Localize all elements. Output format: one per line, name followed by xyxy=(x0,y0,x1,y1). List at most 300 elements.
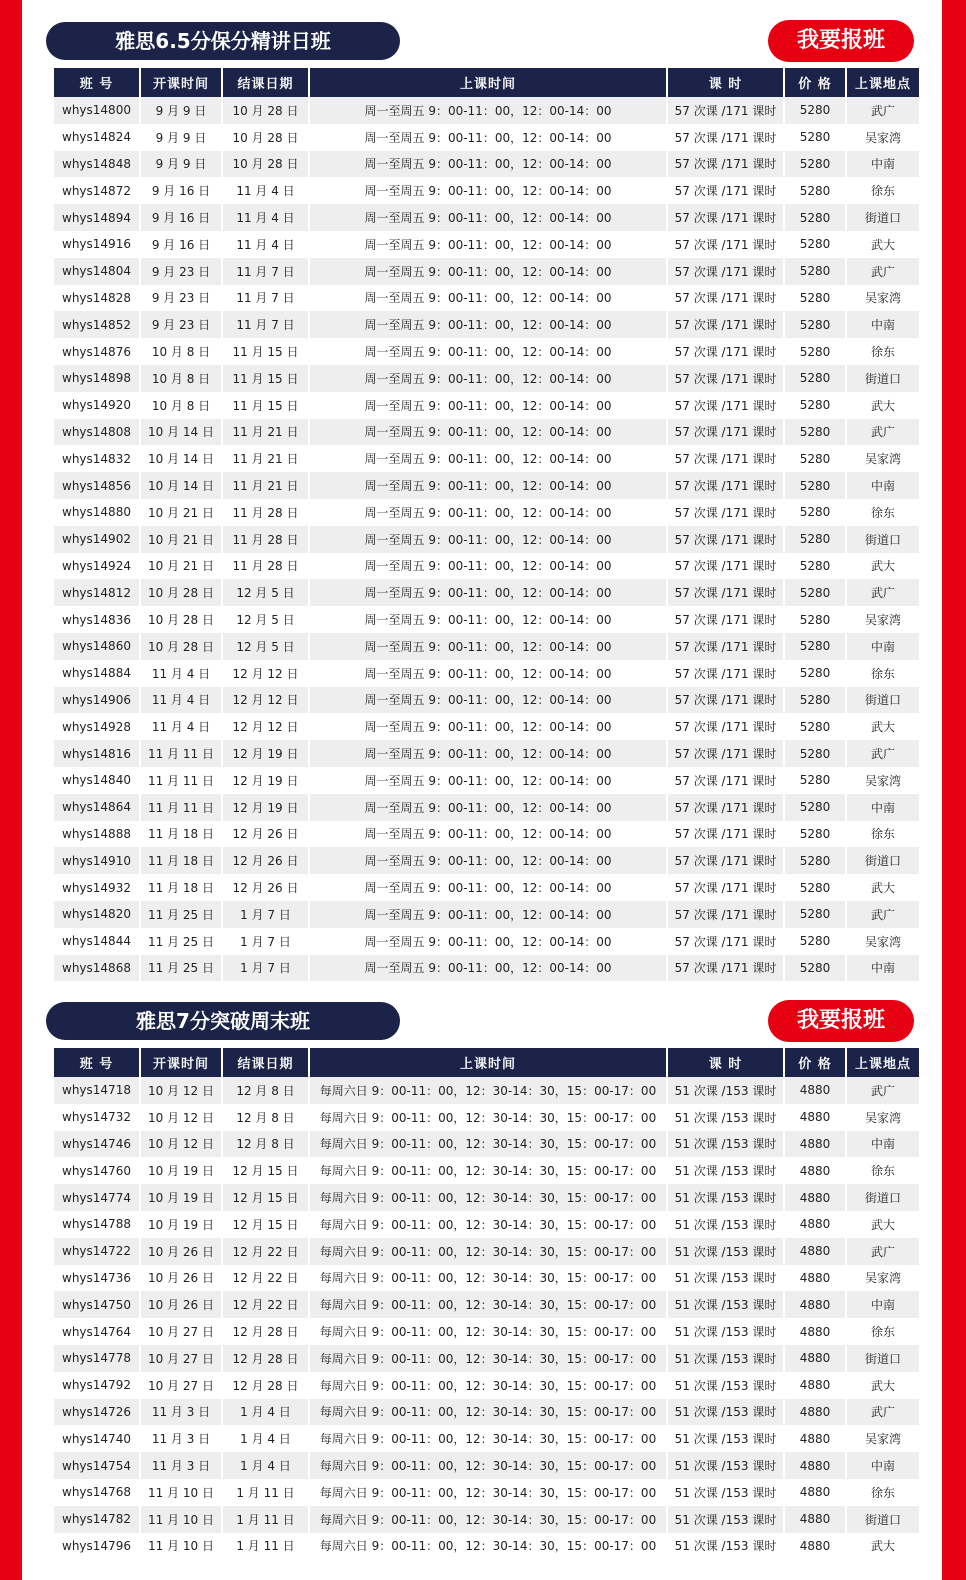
location-cell: 徐东 xyxy=(847,821,919,848)
table-row xyxy=(54,955,919,982)
table-row xyxy=(54,633,919,660)
price-cell: 5280 xyxy=(785,338,845,365)
end-date-cell: 12 月 12 日 xyxy=(223,687,308,714)
location-cell: 武大 xyxy=(847,874,919,901)
start-date-cell: 11 月 3 日 xyxy=(141,1452,221,1479)
start-date-cell: 10 月 19 日 xyxy=(141,1211,221,1238)
location-cell: 武大 xyxy=(847,231,919,258)
location-cell: 街道口 xyxy=(847,1184,919,1211)
table-row xyxy=(54,499,919,526)
class-time-cell: 每周六日 9：00-11：00，12：30-14：30，15：00-17：00 xyxy=(310,1452,666,1479)
class-time-cell: 每周六日 9：00-11：00，12：30-14：30，15：00-17：00 xyxy=(310,1345,666,1372)
price-cell: 5280 xyxy=(785,740,845,767)
price-cell: 5280 xyxy=(785,847,845,874)
start-date-cell: 11 月 10 日 xyxy=(141,1479,221,1506)
location-cell: 武大 xyxy=(847,553,919,580)
price-cell: 5280 xyxy=(785,231,845,258)
location-cell: 武广 xyxy=(847,740,919,767)
price-cell: 5280 xyxy=(785,124,845,151)
end-date-cell: 11 月 4 日 xyxy=(223,231,308,258)
class-time-cell: 周一至周五 9：00-11：00，12：00-14：00 xyxy=(310,740,666,767)
end-date-cell: 11 月 15 日 xyxy=(223,338,308,365)
hours-cell: 57 次课 /171 课时 xyxy=(668,499,783,526)
price-cell: 4880 xyxy=(785,1399,845,1426)
table-row xyxy=(54,767,919,794)
class-id-cell: whys14888 xyxy=(54,821,139,848)
location-cell: 中南 xyxy=(847,633,919,660)
class-id-cell: whys14812 xyxy=(54,579,139,606)
header-class-id: 班 号 xyxy=(54,68,139,97)
table-row xyxy=(54,97,919,124)
location-cell: 中南 xyxy=(847,1131,919,1158)
class-id-cell: whys14740 xyxy=(54,1425,139,1452)
start-date-cell: 10 月 19 日 xyxy=(141,1157,221,1184)
table-row xyxy=(54,1425,919,1452)
end-date-cell: 12 月 15 日 xyxy=(223,1184,308,1211)
class-id-cell: whys14844 xyxy=(54,928,139,955)
hours-cell: 57 次课 /171 课时 xyxy=(668,445,783,472)
class-time-cell: 周一至周五 9：00-11：00，12：00-14：00 xyxy=(310,231,666,258)
location-cell: 街道口 xyxy=(847,1506,919,1533)
class-id-cell: whys14726 xyxy=(54,1399,139,1426)
price-cell: 5280 xyxy=(785,419,845,446)
table-row xyxy=(54,660,919,687)
start-date-cell: 10 月 26 日 xyxy=(141,1265,221,1292)
end-date-cell: 12 月 12 日 xyxy=(223,660,308,687)
class-time-cell: 每周六日 9：00-11：00，12：30-14：30，15：00-17：00 xyxy=(310,1131,666,1158)
location-cell: 中南 xyxy=(847,151,919,178)
class-id-cell: whys14774 xyxy=(54,1184,139,1211)
location-cell: 武大 xyxy=(847,1372,919,1399)
header-start-date: 开课时间 xyxy=(141,68,221,97)
location-cell: 中南 xyxy=(847,1452,919,1479)
location-cell: 吴家湾 xyxy=(847,1425,919,1452)
location-cell: 武广 xyxy=(847,258,919,285)
class-time-cell: 每周六日 9：00-11：00，12：30-14：30，15：00-17：00 xyxy=(310,1238,666,1265)
class-time-cell: 周一至周五 9：00-11：00，12：00-14：00 xyxy=(310,499,666,526)
price-cell: 5280 xyxy=(785,821,845,848)
class-id-cell: whys14832 xyxy=(54,445,139,472)
end-date-cell: 11 月 21 日 xyxy=(223,472,308,499)
class-id-cell: whys14792 xyxy=(54,1372,139,1399)
start-date-cell: 11 月 10 日 xyxy=(141,1533,221,1560)
start-date-cell: 10 月 8 日 xyxy=(141,392,221,419)
price-cell: 4880 xyxy=(785,1238,845,1265)
section-title: 雅思7分突破周末班 xyxy=(46,1002,400,1040)
class-id-cell: whys14906 xyxy=(54,687,139,714)
location-cell: 吴家湾 xyxy=(847,606,919,633)
hours-cell: 57 次课 /171 课时 xyxy=(668,231,783,258)
hours-cell: 57 次课 /171 课时 xyxy=(668,847,783,874)
end-date-cell: 12 月 5 日 xyxy=(223,633,308,660)
class-time-cell: 周一至周五 9：00-11：00，12：00-14：00 xyxy=(310,579,666,606)
start-date-cell: 11 月 4 日 xyxy=(141,713,221,740)
location-cell: 吴家湾 xyxy=(847,445,919,472)
class-time-cell: 每周六日 9：00-11：00，12：30-14：30，15：00-17：00 xyxy=(310,1506,666,1533)
price-cell: 5280 xyxy=(785,177,845,204)
class-id-cell: whys14750 xyxy=(54,1291,139,1318)
enroll-button[interactable]: 我要报班 xyxy=(768,1000,914,1042)
hours-cell: 57 次课 /171 课时 xyxy=(668,579,783,606)
class-time-cell: 周一至周五 9：00-11：00，12：00-14：00 xyxy=(310,445,666,472)
location-cell: 徐东 xyxy=(847,499,919,526)
start-date-cell: 10 月 27 日 xyxy=(141,1318,221,1345)
end-date-cell: 11 月 28 日 xyxy=(223,553,308,580)
class-time-cell: 周一至周五 9：00-11：00，12：00-14：00 xyxy=(310,526,666,553)
header-end-date: 结课日期 xyxy=(223,68,308,97)
end-date-cell: 11 月 28 日 xyxy=(223,499,308,526)
header-end-date: 结课日期 xyxy=(223,1048,308,1077)
start-date-cell: 11 月 11 日 xyxy=(141,740,221,767)
price-cell: 4880 xyxy=(785,1345,845,1372)
price-cell: 5280 xyxy=(785,258,845,285)
price-cell: 4880 xyxy=(785,1533,845,1560)
price-cell: 5280 xyxy=(785,204,845,231)
start-date-cell: 10 月 14 日 xyxy=(141,472,221,499)
table-row xyxy=(54,365,919,392)
end-date-cell: 11 月 21 日 xyxy=(223,445,308,472)
start-date-cell: 10 月 14 日 xyxy=(141,419,221,446)
location-cell: 街道口 xyxy=(847,1345,919,1372)
price-cell: 5280 xyxy=(785,499,845,526)
price-cell: 4880 xyxy=(785,1184,845,1211)
table-row xyxy=(54,1291,919,1318)
hours-cell: 57 次课 /171 课时 xyxy=(668,392,783,419)
class-id-cell: whys14782 xyxy=(54,1506,139,1533)
location-cell: 吴家湾 xyxy=(847,1104,919,1131)
class-id-cell: whys14732 xyxy=(54,1104,139,1131)
class-id-cell: whys14884 xyxy=(54,660,139,687)
location-cell: 街道口 xyxy=(847,847,919,874)
table-row xyxy=(54,1211,919,1238)
end-date-cell: 11 月 28 日 xyxy=(223,526,308,553)
class-id-cell: whys14928 xyxy=(54,713,139,740)
start-date-cell: 10 月 27 日 xyxy=(141,1372,221,1399)
hours-cell: 57 次课 /171 课时 xyxy=(668,606,783,633)
start-date-cell: 10 月 12 日 xyxy=(141,1077,221,1104)
table-row xyxy=(54,177,919,204)
enroll-button[interactable]: 我要报班 xyxy=(768,20,914,62)
table-header-row xyxy=(54,68,919,97)
table-row xyxy=(54,124,919,151)
hours-cell: 57 次课 /171 课时 xyxy=(668,928,783,955)
location-cell: 武广 xyxy=(847,1077,919,1104)
class-time-cell: 每周六日 9：00-11：00，12：30-14：30，15：00-17：00 xyxy=(310,1104,666,1131)
class-id-cell: whys14736 xyxy=(54,1265,139,1292)
end-date-cell: 11 月 21 日 xyxy=(223,419,308,446)
class-id-cell: whys14808 xyxy=(54,419,139,446)
table-row xyxy=(54,1131,919,1158)
end-date-cell: 12 月 19 日 xyxy=(223,767,308,794)
end-date-cell: 1 月 11 日 xyxy=(223,1479,308,1506)
end-date-cell: 12 月 5 日 xyxy=(223,579,308,606)
hours-cell: 57 次课 /171 课时 xyxy=(668,660,783,687)
start-date-cell: 10 月 28 日 xyxy=(141,579,221,606)
end-date-cell: 12 月 22 日 xyxy=(223,1238,308,1265)
price-cell: 5280 xyxy=(785,687,845,714)
class-time-cell: 周一至周五 9：00-11：00，12：00-14：00 xyxy=(310,821,666,848)
table-row xyxy=(54,1077,919,1104)
location-cell: 武大 xyxy=(847,392,919,419)
location-cell: 徐东 xyxy=(847,1479,919,1506)
header-hours: 课 时 xyxy=(668,1048,783,1077)
price-cell: 5280 xyxy=(785,606,845,633)
hours-cell: 57 次课 /171 课时 xyxy=(668,874,783,901)
class-id-cell: whys14816 xyxy=(54,740,139,767)
start-date-cell: 10 月 21 日 xyxy=(141,526,221,553)
start-date-cell: 11 月 3 日 xyxy=(141,1399,221,1426)
hours-cell: 51 次课 /153 课时 xyxy=(668,1211,783,1238)
class-id-cell: whys14864 xyxy=(54,794,139,821)
start-date-cell: 11 月 3 日 xyxy=(141,1425,221,1452)
hours-cell: 51 次课 /153 课时 xyxy=(668,1533,783,1560)
start-date-cell: 10 月 12 日 xyxy=(141,1104,221,1131)
class-id-cell: whys14902 xyxy=(54,526,139,553)
hours-cell: 51 次课 /153 课时 xyxy=(668,1157,783,1184)
class-id-cell: whys14828 xyxy=(54,285,139,312)
location-cell: 中南 xyxy=(847,311,919,338)
hours-cell: 57 次课 /171 课时 xyxy=(668,419,783,446)
price-cell: 5280 xyxy=(785,579,845,606)
price-cell: 4880 xyxy=(785,1265,845,1292)
end-date-cell: 12 月 8 日 xyxy=(223,1104,308,1131)
end-date-cell: 11 月 7 日 xyxy=(223,258,308,285)
class-id-cell: whys14796 xyxy=(54,1533,139,1560)
start-date-cell: 9 月 16 日 xyxy=(141,177,221,204)
table-row xyxy=(54,1265,919,1292)
class-time-cell: 周一至周五 9：00-11：00，12：00-14：00 xyxy=(310,151,666,178)
hours-cell: 51 次课 /153 课时 xyxy=(668,1077,783,1104)
hours-cell: 57 次课 /171 课时 xyxy=(668,338,783,365)
location-cell: 徐东 xyxy=(847,660,919,687)
class-id-cell: whys14916 xyxy=(54,231,139,258)
hours-cell: 57 次课 /171 课时 xyxy=(668,633,783,660)
class-time-cell: 周一至周五 9：00-11：00，12：00-14：00 xyxy=(310,419,666,446)
end-date-cell: 12 月 8 日 xyxy=(223,1131,308,1158)
hours-cell: 51 次课 /153 课时 xyxy=(668,1238,783,1265)
hours-cell: 57 次课 /171 课时 xyxy=(668,901,783,928)
table-row xyxy=(54,553,919,580)
start-date-cell: 10 月 8 日 xyxy=(141,338,221,365)
table-body xyxy=(54,97,919,981)
start-date-cell: 10 月 21 日 xyxy=(141,499,221,526)
table-row xyxy=(54,1372,919,1399)
table-row xyxy=(54,258,919,285)
end-date-cell: 12 月 15 日 xyxy=(223,1157,308,1184)
price-cell: 5280 xyxy=(785,311,845,338)
end-date-cell: 12 月 26 日 xyxy=(223,847,308,874)
hours-cell: 57 次课 /171 课时 xyxy=(668,526,783,553)
start-date-cell: 10 月 21 日 xyxy=(141,553,221,580)
class-time-cell: 周一至周五 9：00-11：00，12：00-14：00 xyxy=(310,901,666,928)
table-row xyxy=(54,1104,919,1131)
end-date-cell: 12 月 28 日 xyxy=(223,1318,308,1345)
end-date-cell: 1 月 4 日 xyxy=(223,1425,308,1452)
price-cell: 5280 xyxy=(785,365,845,392)
price-cell: 5280 xyxy=(785,392,845,419)
hours-cell: 57 次课 /171 课时 xyxy=(668,285,783,312)
hours-cell: 57 次课 /171 课时 xyxy=(668,204,783,231)
start-date-cell: 9 月 16 日 xyxy=(141,231,221,258)
table-row xyxy=(54,204,919,231)
price-cell: 4880 xyxy=(785,1077,845,1104)
hours-cell: 57 次课 /171 课时 xyxy=(668,258,783,285)
hours-cell: 57 次课 /171 课时 xyxy=(668,821,783,848)
header-class-id: 班 号 xyxy=(54,1048,139,1077)
end-date-cell: 12 月 22 日 xyxy=(223,1291,308,1318)
location-cell: 徐东 xyxy=(847,1318,919,1345)
start-date-cell: 10 月 27 日 xyxy=(141,1345,221,1372)
location-cell: 武广 xyxy=(847,1238,919,1265)
hours-cell: 57 次课 /171 课时 xyxy=(668,794,783,821)
class-time-cell: 周一至周五 9：00-11：00，12：00-14：00 xyxy=(310,767,666,794)
class-time-cell: 每周六日 9：00-11：00，12：30-14：30，15：00-17：00 xyxy=(310,1372,666,1399)
table-body xyxy=(54,1077,919,1559)
class-time-cell: 每周六日 9：00-11：00，12：30-14：30，15：00-17：00 xyxy=(310,1157,666,1184)
header-start-date: 开课时间 xyxy=(141,1048,221,1077)
price-cell: 5280 xyxy=(785,97,845,124)
hours-cell: 51 次课 /153 课时 xyxy=(668,1131,783,1158)
location-cell: 街道口 xyxy=(847,526,919,553)
table-row xyxy=(54,285,919,312)
hours-cell: 57 次课 /171 课时 xyxy=(668,687,783,714)
end-date-cell: 12 月 19 日 xyxy=(223,794,308,821)
table-row xyxy=(54,392,919,419)
price-cell: 5280 xyxy=(785,285,845,312)
location-cell: 吴家湾 xyxy=(847,928,919,955)
class-id-cell: whys14836 xyxy=(54,606,139,633)
table-header-row xyxy=(54,1048,919,1077)
table-row xyxy=(54,1506,919,1533)
hours-cell: 57 次课 /171 课时 xyxy=(668,365,783,392)
class-id-cell: whys14898 xyxy=(54,365,139,392)
table-row xyxy=(54,472,919,499)
table-row xyxy=(54,687,919,714)
table-row xyxy=(54,1345,919,1372)
end-date-cell: 12 月 28 日 xyxy=(223,1372,308,1399)
location-cell: 武广 xyxy=(847,1399,919,1426)
class-id-cell: whys14804 xyxy=(54,258,139,285)
class-time-cell: 周一至周五 9：00-11：00，12：00-14：00 xyxy=(310,177,666,204)
header-location: 上课地点 xyxy=(847,68,919,97)
class-time-cell: 每周六日 9：00-11：00，12：30-14：30，15：00-17：00 xyxy=(310,1318,666,1345)
start-date-cell: 9 月 16 日 xyxy=(141,204,221,231)
start-date-cell: 10 月 12 日 xyxy=(141,1131,221,1158)
start-date-cell: 11 月 18 日 xyxy=(141,847,221,874)
end-date-cell: 1 月 4 日 xyxy=(223,1399,308,1426)
hours-cell: 51 次课 /153 课时 xyxy=(668,1345,783,1372)
class-time-cell: 周一至周五 9：00-11：00，12：00-14：00 xyxy=(310,97,666,124)
start-date-cell: 10 月 14 日 xyxy=(141,445,221,472)
location-cell: 吴家湾 xyxy=(847,124,919,151)
price-cell: 4880 xyxy=(785,1479,845,1506)
price-cell: 4880 xyxy=(785,1157,845,1184)
class-id-cell: whys14760 xyxy=(54,1157,139,1184)
class-time-cell: 周一至周五 9：00-11：00，12：00-14：00 xyxy=(310,392,666,419)
class-id-cell: whys14894 xyxy=(54,204,139,231)
location-cell: 中南 xyxy=(847,472,919,499)
table-row xyxy=(54,1184,919,1211)
price-cell: 5280 xyxy=(785,767,845,794)
class-id-cell: whys14880 xyxy=(54,499,139,526)
table-row xyxy=(54,1479,919,1506)
location-cell: 武大 xyxy=(847,1533,919,1560)
class-time-cell: 周一至周五 9：00-11：00，12：00-14：00 xyxy=(310,660,666,687)
header-class-time: 上课时间 xyxy=(310,68,666,97)
class-id-cell: whys14872 xyxy=(54,177,139,204)
class-time-cell: 周一至周五 9：00-11：00，12：00-14：00 xyxy=(310,338,666,365)
location-cell: 吴家湾 xyxy=(847,285,919,312)
location-cell: 吴家湾 xyxy=(847,1265,919,1292)
table-row xyxy=(54,901,919,928)
table-row xyxy=(54,1452,919,1479)
class-id-cell: whys14876 xyxy=(54,338,139,365)
class-time-cell: 周一至周五 9：00-11：00，12：00-14：00 xyxy=(310,365,666,392)
location-cell: 街道口 xyxy=(847,687,919,714)
start-date-cell: 11 月 4 日 xyxy=(141,687,221,714)
class-time-cell: 周一至周五 9：00-11：00，12：00-14：00 xyxy=(310,472,666,499)
end-date-cell: 12 月 15 日 xyxy=(223,1211,308,1238)
start-date-cell: 11 月 18 日 xyxy=(141,874,221,901)
class-time-cell: 周一至周五 9：00-11：00，12：00-14：00 xyxy=(310,311,666,338)
class-time-cell: 周一至周五 9：00-11：00，12：00-14：00 xyxy=(310,874,666,901)
price-cell: 4880 xyxy=(785,1425,845,1452)
hours-cell: 57 次课 /171 课时 xyxy=(668,767,783,794)
start-date-cell: 11 月 18 日 xyxy=(141,821,221,848)
hours-cell: 57 次课 /171 课时 xyxy=(668,151,783,178)
price-cell: 5280 xyxy=(785,874,845,901)
start-date-cell: 10 月 26 日 xyxy=(141,1291,221,1318)
class-id-cell: whys14932 xyxy=(54,874,139,901)
end-date-cell: 1 月 7 日 xyxy=(223,955,308,982)
price-cell: 5280 xyxy=(785,901,845,928)
class-id-cell: whys14856 xyxy=(54,472,139,499)
class-time-cell: 周一至周五 9：00-11：00，12：00-14：00 xyxy=(310,258,666,285)
class-time-cell: 周一至周五 9：00-11：00，12：00-14：00 xyxy=(310,124,666,151)
class-id-cell: whys14768 xyxy=(54,1479,139,1506)
hours-cell: 51 次课 /153 课时 xyxy=(668,1372,783,1399)
class-time-cell: 每周六日 9：00-11：00，12：30-14：30，15：00-17：00 xyxy=(310,1425,666,1452)
end-date-cell: 12 月 5 日 xyxy=(223,606,308,633)
end-date-cell: 1 月 7 日 xyxy=(223,901,308,928)
location-cell: 徐东 xyxy=(847,338,919,365)
content-panel xyxy=(22,0,942,1580)
end-date-cell: 12 月 26 日 xyxy=(223,874,308,901)
price-cell: 5280 xyxy=(785,526,845,553)
class-id-cell: whys14860 xyxy=(54,633,139,660)
class-time-cell: 周一至周五 9：00-11：00，12：00-14：00 xyxy=(310,687,666,714)
hours-cell: 57 次课 /171 课时 xyxy=(668,713,783,740)
class-time-cell: 周一至周五 9：00-11：00，12：00-14：00 xyxy=(310,847,666,874)
start-date-cell: 10 月 19 日 xyxy=(141,1184,221,1211)
location-cell: 吴家湾 xyxy=(847,767,919,794)
location-cell: 中南 xyxy=(847,1291,919,1318)
hours-cell: 51 次课 /153 课时 xyxy=(668,1399,783,1426)
end-date-cell: 12 月 26 日 xyxy=(223,821,308,848)
start-date-cell: 10 月 28 日 xyxy=(141,633,221,660)
start-date-cell: 10 月 26 日 xyxy=(141,1238,221,1265)
start-date-cell: 11 月 10 日 xyxy=(141,1506,221,1533)
end-date-cell: 11 月 15 日 xyxy=(223,392,308,419)
end-date-cell: 12 月 19 日 xyxy=(223,740,308,767)
table-row xyxy=(54,1533,919,1560)
price-cell: 5280 xyxy=(785,955,845,982)
header-class-time: 上课时间 xyxy=(310,1048,666,1077)
class-time-cell: 周一至周五 9：00-11：00，12：00-14：00 xyxy=(310,955,666,982)
location-cell: 武广 xyxy=(847,901,919,928)
price-cell: 5280 xyxy=(785,794,845,821)
price-cell: 5280 xyxy=(785,928,845,955)
